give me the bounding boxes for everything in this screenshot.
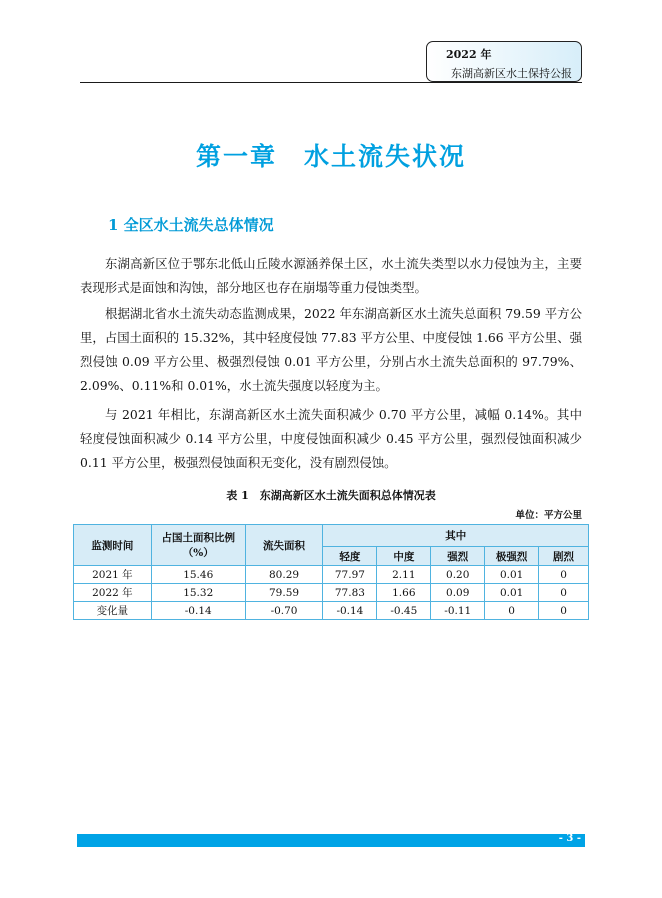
header-severe: 剧烈 — [539, 547, 589, 566]
chapter-title: 第一章 水土流失状况 — [195, 142, 466, 171]
table-cell: 2022 年 — [74, 584, 152, 602]
table-cell: 2021 年 — [74, 566, 152, 584]
paragraph-3: 与 2021 年相比，东湖高新区水土流失面积减少 0.70 平方公里，减幅 0.14%。其中轻度侵蚀面积减少 0.14 平方公里，中度侵蚀面积减少 0.45 平方公里，强烈侵蚀面积减少 0.11 平方公里，极强烈侵蚀面积无变化，没有剧烈侵蚀。 — [80, 407, 582, 470]
header-light: 轻度 — [323, 547, 377, 566]
table-cell: 77.97 — [323, 566, 377, 584]
header-area: 流失面积 — [245, 525, 323, 566]
section-title: 1 全区水土流失总体情况 — [108, 216, 274, 234]
table-row — [74, 602, 589, 620]
table-cell: 0.09 — [431, 584, 485, 602]
table-row — [74, 566, 589, 584]
header-very-strong: 极强烈 — [485, 547, 539, 566]
header-box — [426, 41, 582, 82]
table-caption: 表 1 东湖高新区水土流失面积总体情况表 — [226, 489, 436, 502]
table-cell: 0 — [539, 566, 589, 584]
table-unit: 单位：平方公里 — [515, 510, 582, 521]
table-cell: -0.11 — [431, 602, 485, 620]
table-cell: 79.59 — [245, 584, 323, 602]
table-cell: 2.11 — [377, 566, 431, 584]
header-time: 监测时间 — [74, 525, 152, 566]
paragraph-2: 根据湖北省水土流失动态监测成果，2022 年东湖高新区水土流失总面积 79.59 平方公里，占国土面积的 15.32%，其中轻度侵蚀 77.83 平方公里、中度侵蚀 1.66 平方公里、强烈侵蚀 0.09 平方公里、极强烈侵蚀 0.01 平方公里，分别占水土流失总面积的 97.79%、2.09%、0.11%和 0.01%，水土流失强度以轻度为主。 — [80, 306, 582, 393]
table-cell: 0 — [539, 602, 589, 620]
header-year: 2022 年 — [446, 48, 492, 61]
header-divider — [80, 82, 582, 83]
table-cell: -0.14 — [323, 602, 377, 620]
table-row — [74, 584, 589, 602]
table-cell: 15.32 — [151, 584, 245, 602]
header-title: 东湖高新区水土保持公报 — [451, 67, 572, 80]
footer-bar — [77, 834, 585, 847]
header-ratio: 占国土面积比例（%） — [151, 525, 245, 566]
page-number: - 3 - — [558, 833, 581, 844]
erosion-table — [73, 524, 589, 620]
table-cell: 0.01 — [485, 566, 539, 584]
table-cell: 77.83 — [323, 584, 377, 602]
table-cell: 0.20 — [431, 566, 485, 584]
table-cell: 0 — [485, 602, 539, 620]
table-cell: -0.70 — [245, 602, 323, 620]
header-strong: 强烈 — [431, 547, 485, 566]
header-group: 其中 — [323, 525, 589, 547]
table-cell: 0 — [539, 584, 589, 602]
table-cell: -0.14 — [151, 602, 245, 620]
header-moderate: 中度 — [377, 547, 431, 566]
table-cell: 80.29 — [245, 566, 323, 584]
table-cell: 0.01 — [485, 584, 539, 602]
table-cell: 15.46 — [151, 566, 245, 584]
paragraph-1: 东湖高新区位于鄂东北低山丘陵水源涵养保土区，水土流失类型以水力侵蚀为主，主要表现形式是面蚀和沟蚀，部分地区也存在崩塌等重力侵蚀类型。 — [80, 256, 582, 295]
table-cell: 1.66 — [377, 584, 431, 602]
table-cell: -0.45 — [377, 602, 431, 620]
table-cell: 变化量 — [74, 602, 152, 620]
